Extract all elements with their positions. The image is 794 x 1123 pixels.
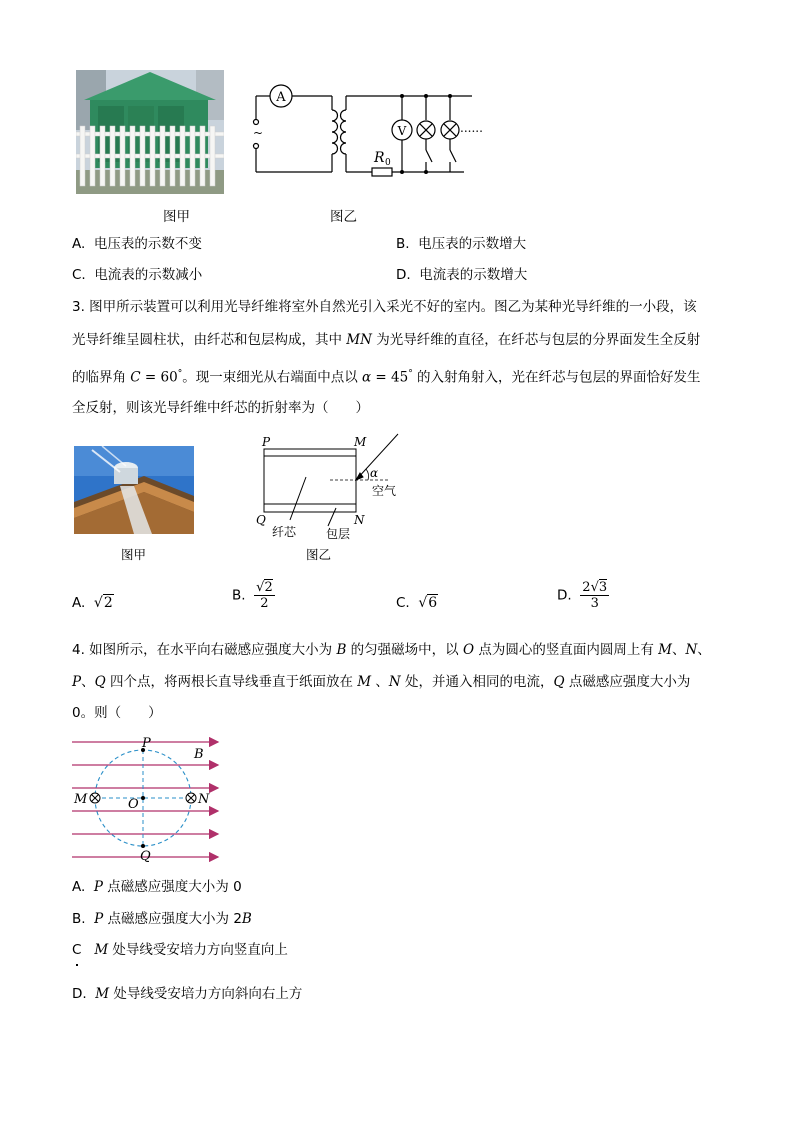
transformer-circuit-diagram <box>246 82 486 182</box>
q2-option-d: D. 电流表的示数增大 <box>396 267 528 283</box>
magnetic-field-diagram <box>70 732 226 864</box>
q3-figure-b-caption: 图乙 <box>306 547 332 562</box>
circuit-dots: ...... <box>460 121 483 135</box>
q4-text-line-2: P、Q 四个点，将两根长直导线垂直于纸面放在 M 、N 处，并通入相同的电流，Q 点磁感应强度大小为 <box>72 674 691 690</box>
label-m: M <box>354 435 367 449</box>
label-n: N <box>198 792 210 807</box>
q3-option-c: C. √6 <box>396 595 438 611</box>
label-p: P <box>142 736 151 751</box>
q2-option-b: B. 电压表的示数增大 <box>396 236 527 252</box>
label-n: N <box>354 513 365 527</box>
q4-text-line-1: 4. 如图所示，在水平向右磁感应强度大小为 B 的匀强磁场中，以 O 点为圆心的竖直面内圆周上有 M、N、 <box>72 642 711 658</box>
q4-option-d: D. M 处导线受安培力方向斜向右上方 <box>72 986 303 1002</box>
label-o: O <box>128 797 139 812</box>
label-cladding: 包层 <box>326 527 351 541</box>
q3-option-a: A. √2 <box>72 595 113 611</box>
label-m: M <box>74 792 88 807</box>
q3-text-line-3: 的临界角 C = 60°。现一束细光从右端面中点以 α = 45° 的入射角射入，光在纤芯与包层的界面恰好发生 <box>72 369 701 386</box>
skylight-photo <box>74 446 194 534</box>
q4-text-line-3: 0。则（ ） <box>72 705 162 721</box>
ac-source-symbol: ~ <box>252 126 264 140</box>
q3-option-b: B. $\frac{√2}{2}$ <box>232 580 273 611</box>
q3-text-line-1: 3. 图甲所示装置可以利用光导纤维将室外自然光引入采光不好的室内。图乙为某种光导纤维的一小段，该 <box>72 299 697 315</box>
q4-option-c: C M 处导线受安培力方向竖直向上 <box>72 942 288 958</box>
q3-text-line-4: 全反射，则该光导纤维中纤芯的折射率为（ ） <box>72 400 369 416</box>
stray-dot <box>76 964 78 966</box>
label-air: 空气 <box>372 484 397 498</box>
label-b: B <box>194 747 204 762</box>
label-q: Q <box>140 849 151 864</box>
ammeter-label: A <box>276 90 286 105</box>
label-alpha: α <box>370 466 379 480</box>
q2-figure-b-caption: 图乙 <box>330 209 357 225</box>
resistor-subscript: 0 <box>385 158 391 168</box>
q2-option-a: A. 电压表的示数不变 <box>72 236 202 252</box>
q4-option-a: A. P 点磁感应强度大小为 0 <box>72 879 242 895</box>
resistor-label: R <box>374 150 385 166</box>
label-p: P <box>262 435 271 449</box>
voltmeter-label: V <box>397 124 407 138</box>
q2-option-c: C. 电流表的示数减小 <box>72 267 203 283</box>
label-core: 纤芯 <box>272 525 297 539</box>
q3-option-d: D. $\frac{2√3}{3}$ <box>557 580 608 611</box>
q3-figure-a-caption: 图甲 <box>121 547 147 562</box>
substation-photo <box>76 70 224 194</box>
q4-option-b: B. P 点磁感应强度大小为 2B <box>72 911 252 927</box>
optical-fiber-diagram <box>250 432 410 544</box>
label-q: Q <box>256 513 266 527</box>
q2-figure-a-caption: 图甲 <box>163 209 190 225</box>
q3-text-line-2: 光导纤维呈圆柱状，由纤芯和包层构成，其中 MN 为光导纤维的直径，在纤芯与包层的分界面发生全反射 <box>72 332 701 348</box>
